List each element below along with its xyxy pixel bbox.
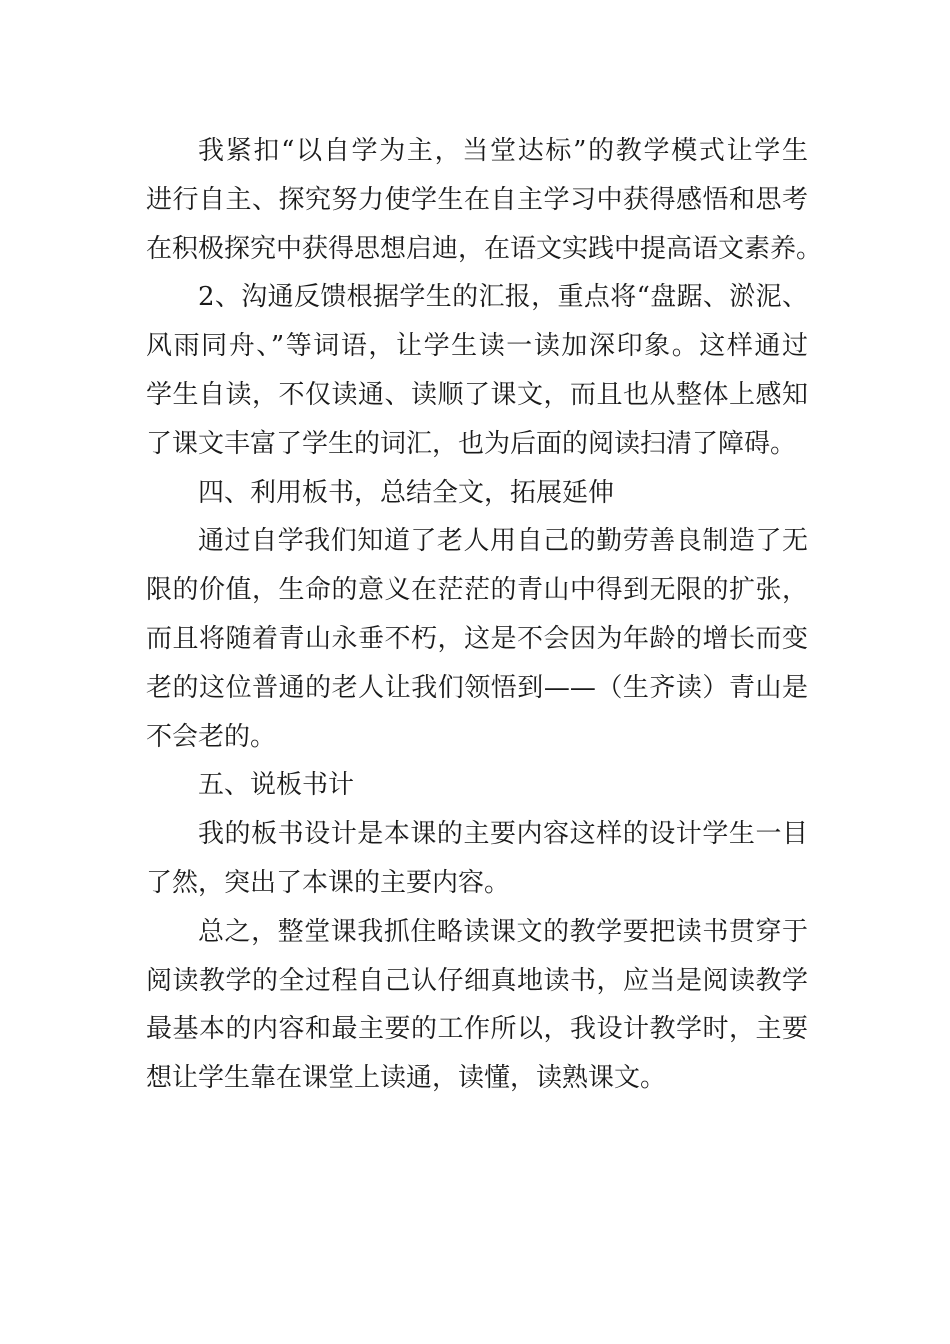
paragraph-3-line-2: 限的价值，生命的意义在茫茫的青山中得到无限的扩张，: [146, 575, 808, 606]
paragraph-3-line-4: 老的这位普通的老人让我们领悟到——（生齐读）青山是: [146, 672, 808, 703]
paragraph-5-line-1: 总之，整堂课我抓住略读课文的教学要把读书贯穿于: [198, 916, 808, 947]
paragraph-1-line-1: 我紧扣“以自学为主，当堂达标”的教学模式让学生: [198, 136, 808, 166]
paragraph-4-line-1: 我的板书设计是本课的主要内容这样的设计学生一目: [198, 819, 808, 850]
paragraph-2-line-1: 2、沟通反馈根据学生的汇报，重点将“盘踞、淤泥、: [198, 282, 808, 313]
paragraph-5-line-4: 想让学生靠在课堂上读通，读懂，读熟课文。: [146, 1063, 667, 1094]
paragraph-4-line-2: 了然，突出了本课的主要内容。: [146, 867, 511, 898]
paragraph-3-line-5: 不会老的。: [146, 721, 277, 752]
paragraph-2-line-2: 风雨同舟、”等词语，让学生读一读加深印象。这样通过: [146, 331, 808, 362]
section-heading-4: 四、利用板书，总结全文，拓展延伸: [198, 477, 615, 508]
paragraph-1-line-2: 进行自主、探究努力使学生在自主学习中获得感悟和思考: [146, 184, 808, 215]
paragraph-1-line-3: 在积极探究中获得思想启迪，在语文实践中提高语文素养。: [146, 233, 823, 264]
document-body: [146, 127, 823, 1103]
paragraph-3-line-1: 通过自学我们知道了老人用自己的勤劳善良制造了无: [198, 526, 808, 557]
section-heading-5: 五、说板书计: [198, 770, 355, 801]
paragraph-2-line-4: 了课文丰富了学生的词汇，也为后面的阅读扫清了障碍。: [146, 428, 797, 459]
paragraph-2-line-3: 学生自读，不仅读通、读顺了课文，而且也从整体上感知: [146, 379, 808, 410]
paragraph-5-line-2: 阅读教学的全过程自己认仔细真地读书，应当是阅读教学: [146, 965, 808, 996]
paragraph-3-line-3: 而且将随着青山永垂不朽，这是不会因为年龄的增长而变: [146, 623, 808, 654]
paragraph-5-line-3: 最基本的内容和最主要的工作所以，我设计教学时，主要: [146, 1014, 808, 1045]
